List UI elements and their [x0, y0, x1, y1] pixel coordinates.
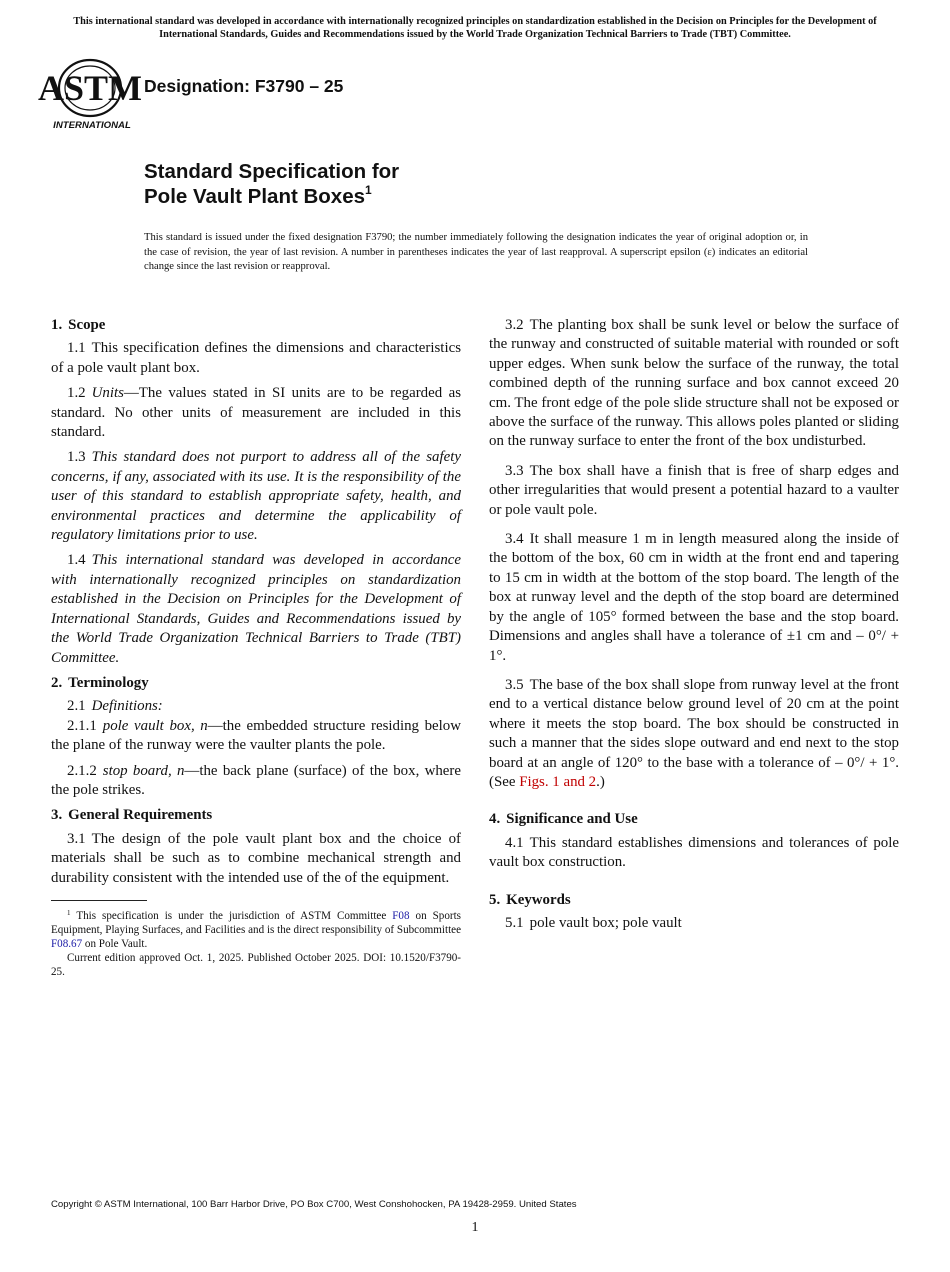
paragraph-text: This international standard was developed in accordance with internationally recognized principles on standardization established in the Decision on Principles for the Development of International Standards, Guides and Recommendations issued by the World Trade Organization Technical Barriers to Trade (TBT) Committee.: [51, 552, 461, 666]
paragraph-number: 3.1: [67, 830, 86, 847]
paragraph-4-1: [489, 834, 899, 873]
section-3-number: 3.: [51, 807, 63, 824]
paragraph-text: —The values stated in SI units are to be regarded as standard. No other units of measurement are included in this standard.: [51, 385, 461, 441]
section-2-heading: [51, 674, 461, 693]
paragraph-2-1: [51, 697, 461, 716]
logo-text: ASTM: [37, 68, 143, 108]
paragraph-text: —the embedded structure residing below the plane of the runway were the vaulter plants the pole.: [51, 717, 461, 754]
paragraph-term: stop board, n: [102, 762, 185, 779]
title-line-2: [144, 184, 399, 209]
paragraph-1-4: [51, 551, 461, 667]
paragraph-text: The design of the pole vault plant box and the choice of materials shall be such as to combine mechanical strength and durability consistent with the intended use of the of the equipment.: [51, 830, 461, 886]
document-title: [144, 159, 399, 209]
section-1-number: 1.: [51, 317, 63, 333]
footnote-text: on Pole Vault.: [82, 937, 148, 950]
paragraph-text: The box shall have a finish that is free of sharp edges and other irregularities that would present a potential hazard to a vaulter or pole vault pole.: [489, 462, 899, 518]
footnote-text: This specification is under the jurisdiction of ASTM Committee: [76, 909, 393, 922]
paragraph-text: The planting box shall be sunk level or below the surface of the runway and constructed of suitable material with rounded or soft upper edges. When sunk below the surface of the runway, the total combined depth of the running surface and box cannot exceed 20 cm. The front edge of the pole slide structure shall not be exposed or above the surface of the runway. This allows poles planted or sliding on the runway surface to enter the front of the box undisturbed.: [489, 317, 899, 450]
footnote-divider: [51, 900, 147, 901]
issuance-notice: This standard is issued under the fixed designation F3790; the number immediately following the designation indicates the year of original adoption or, in the case of revision, the year of last revision. A number in parentheses indicates the year of last reapproval. A superscript epsilon (ε) indicates an editorial change since the last revision or reapproval.: [144, 232, 808, 272]
section-3-heading: [51, 806, 461, 825]
paragraph-5-1: [489, 914, 899, 933]
paragraph-text: It shall measure 1 m in length measured along the inside of the bottom of the box, 60 cm in width at the front end and tapering to 15 cm in width at the bottom of the stop board. The length of the box at runway level and the depth of the stop board are determined by the angle of 105° formed between the base and the stop board. Dimensions and angles shall have a tolerance of ±1 cm and – 0°/ + 1°.: [489, 531, 899, 664]
left-column: [51, 316, 461, 979]
section-5-number: 5.: [489, 891, 501, 908]
section-1-title: Scope: [68, 317, 106, 333]
paragraph-number: 3.2: [505, 317, 524, 333]
paragraph-number: 2.1: [67, 698, 86, 715]
copyright-notice: Copyright © ASTM International, 100 Barr Harbor Drive, PO Box C700, West Conshohocken, PA 19428-2959. United States: [51, 1199, 577, 1210]
paragraph-2-1-2: [51, 762, 461, 801]
paragraph-3-5: [489, 676, 899, 792]
subcommittee-f08-67-link[interactable]: F08.67: [51, 937, 83, 950]
paragraph-3-2: [489, 316, 899, 452]
section-4-number: 4.: [489, 811, 501, 828]
paragraph-text: —the back plane (surface) of the box, where the pole strikes.: [51, 762, 461, 798]
paragraph-text: pole vault box; pole vault: [529, 914, 682, 931]
paragraph-number: 3.5: [505, 676, 524, 693]
paragraph-number: 2.1.1: [67, 717, 97, 734]
footnote-edition: Current edition approved Oct. 1, 2025. Published October 2025. DOI: 10.1520/F3790-25.: [51, 951, 461, 978]
paragraph-text: Definitions:: [91, 698, 163, 715]
paragraph-number: 1.2: [67, 385, 86, 402]
title-footnote-mark: 1: [365, 183, 372, 197]
figures-link[interactable]: Figs. 1 and 2: [519, 773, 597, 790]
paragraph-number: 4.1: [505, 834, 524, 851]
logo-subtext: INTERNATIONAL: [53, 120, 131, 131]
page-number: 1: [471, 1220, 479, 1235]
paragraph-term: pole vault box, n: [102, 717, 208, 734]
section-1-heading: [51, 316, 461, 335]
paragraph-text: This specification defines the dimensions and characteristics of a pole vault plant box.: [51, 340, 461, 376]
paragraph-1-1: [51, 339, 461, 378]
right-column: [489, 316, 899, 943]
paragraph-2-1-1: [51, 717, 461, 756]
section-5-heading: [489, 891, 899, 910]
section-2-title: Terminology: [68, 674, 149, 691]
paragraph-text: This standard does not purport to address all of the safety concerns, if any, associated with its use. It is the responsibility of the user of this standard to establish appropriate safety, health, and environmental practices and determine the applicability of regulatory limitations prior to use.: [51, 449, 461, 544]
paragraph-3-3: [489, 462, 899, 520]
paragraph-1-2: [51, 384, 461, 442]
section-4-title: Significance and Use: [506, 811, 638, 828]
section-2-number: 2.: [51, 674, 63, 691]
paragraph-number: 1.3: [67, 449, 86, 466]
tbt-banner: This international standard was developed in accordance with internationally recognized principles on standardization established in the Decision on Principles for the Development of International Standards, Guides and Recommendations issued by the World Trade Organization Technical Barriers to Trade (TBT) Committee.: [73, 16, 877, 40]
footnote: [51, 909, 461, 979]
section-5-title: Keywords: [506, 891, 571, 908]
title-line-2-text: Pole Vault Plant Boxes: [144, 185, 366, 208]
paragraph-3-1: [51, 830, 461, 888]
paragraph-3-4: [489, 530, 899, 666]
section-4-heading: [489, 810, 899, 829]
designation: Designation: F3790 – 25: [144, 76, 344, 96]
paragraph-text: .): [596, 773, 605, 790]
title-line-1: Standard Specification for: [144, 160, 400, 183]
paragraph-1-3: [51, 448, 461, 545]
footnote-jurisdiction: [51, 909, 461, 951]
footnote-mark: 1: [67, 908, 71, 917]
paragraph-number: 5.1: [505, 914, 524, 931]
paragraph-number: 1.4: [67, 552, 86, 569]
committee-f08-link[interactable]: F08: [392, 909, 410, 922]
astm-logo: [37, 54, 143, 132]
paragraph-number: 3.4: [505, 531, 524, 548]
paragraph-number: 2.1.2: [67, 762, 97, 779]
paragraph-text: This standard establishes dimensions and tolerances of pole vault box construction.: [489, 834, 899, 871]
section-3-title: General Requirements: [68, 807, 213, 824]
paragraph-term: Units: [91, 385, 124, 402]
paragraph-number: 1.1: [67, 340, 86, 357]
footnote-text: on Sports Equipment, Playing Surfaces, and Facilities and is the direct responsibility of Subcommittee: [51, 909, 461, 936]
paragraph-number: 3.3: [505, 462, 524, 479]
paragraph-text: The base of the box shall slope from runway level at the front end to a vertical distance below ground level of 20 cm at the point where it meets the stop board. The box should be constructed in such a manner that the sides slope outward and end next to the stop board at an angle of 120° to the base with a tolerance of – 0°/ + 1°. (See: [489, 676, 899, 790]
